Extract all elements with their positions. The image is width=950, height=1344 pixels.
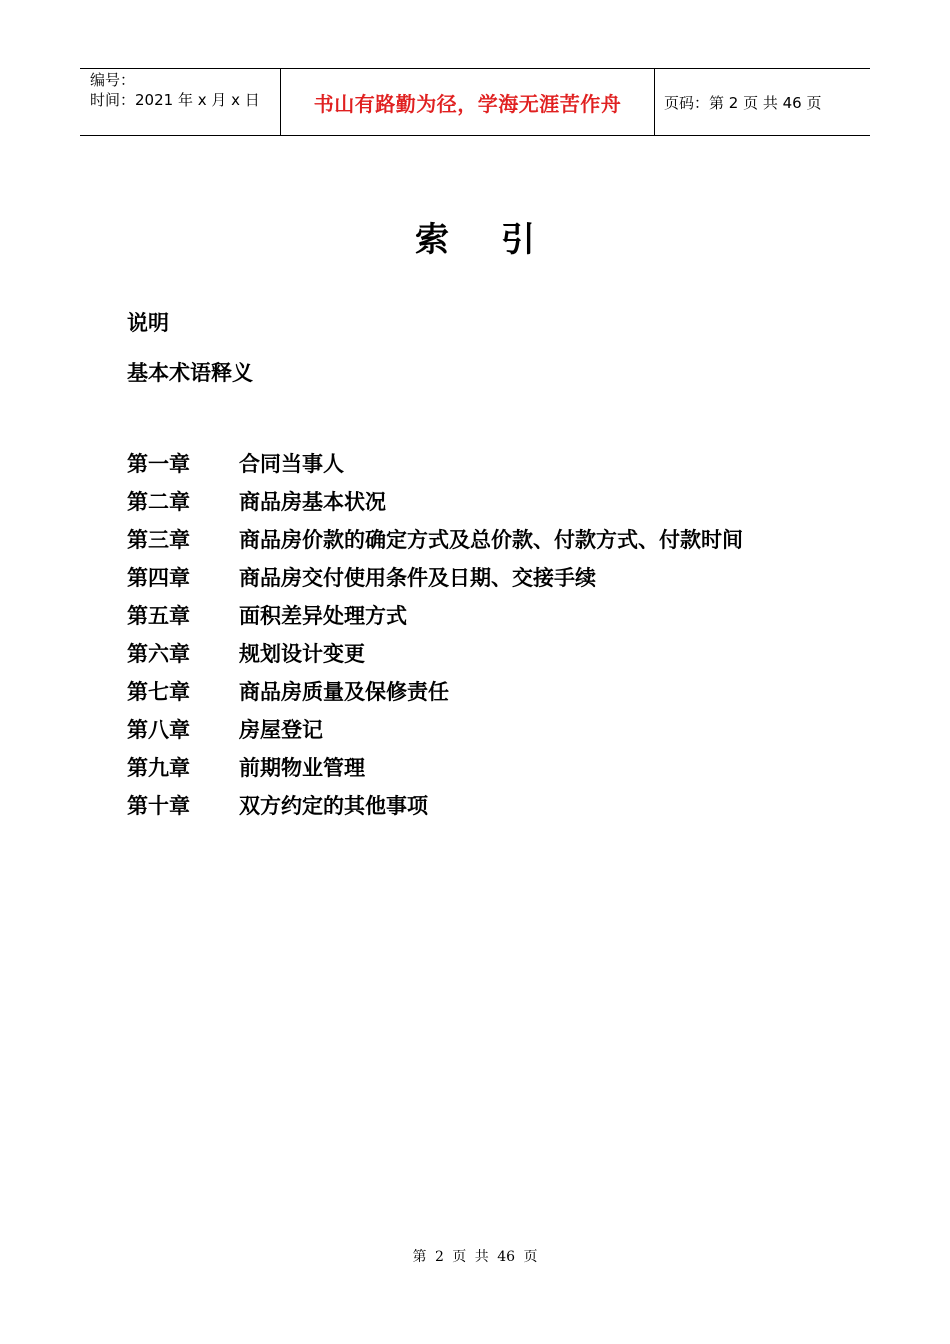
toc-chapter-number: 第三章 (127, 528, 190, 552)
toc-chapter-number: 第八章 (127, 718, 190, 742)
header-page-info: 页码：第 2 页 共 46 页 (664, 93, 822, 112)
header-meta-cell (80, 69, 281, 135)
toc-row (127, 596, 867, 634)
toc-row (127, 748, 867, 786)
toc-row (127, 634, 867, 672)
document-title: 索引 (415, 220, 587, 260)
toc-row (127, 444, 867, 482)
page-header (80, 68, 870, 136)
number-label: 编号： (90, 71, 136, 89)
toc-chapter-name: 合同当事人 (239, 452, 344, 476)
toc-chapter-number: 第五章 (127, 604, 190, 628)
intro-item-explanation: 说明 (127, 311, 169, 335)
toc-chapter-number: 第十章 (127, 794, 190, 818)
page-footer: 第 2 页 共 46 页 (412, 1249, 538, 1265)
toc-row (127, 520, 867, 558)
toc-chapter-number: 第一章 (127, 452, 190, 476)
toc-chapter-name: 商品房质量及保修责任 (239, 680, 449, 704)
toc-row (127, 786, 867, 824)
toc-chapter-name: 规划设计变更 (239, 642, 365, 666)
toc-chapter-name: 商品房价款的确定方式及总价款、付款方式、付款时间 (239, 528, 743, 552)
toc-chapter-number: 第七章 (127, 680, 190, 704)
toc-row (127, 558, 867, 596)
toc-chapter-number: 第四章 (127, 566, 190, 590)
toc-chapter-name: 前期物业管理 (239, 756, 365, 780)
toc-chapter-number: 第六章 (127, 642, 190, 666)
toc-row (127, 482, 867, 520)
toc-row (127, 710, 867, 748)
toc-chapter-number: 第九章 (127, 756, 190, 780)
toc-chapter-name: 面积差异处理方式 (239, 604, 407, 628)
toc-chapter-name: 房屋登记 (239, 718, 323, 742)
header-motto: 书山有路勤为径，学海无涯苦作舟 (281, 69, 655, 135)
toc-row (127, 672, 867, 710)
table-of-contents (127, 444, 867, 824)
toc-chapter-name: 商品房基本状况 (239, 490, 386, 514)
intro-item-terms: 基本术语释义 (127, 361, 253, 385)
toc-chapter-name: 双方约定的其他事项 (239, 794, 428, 818)
toc-chapter-number: 第二章 (127, 490, 190, 514)
toc-chapter-name: 商品房交付使用条件及日期、交接手续 (239, 566, 596, 590)
time-label: 时间：2021 年 x 月 x 日 (90, 91, 260, 109)
